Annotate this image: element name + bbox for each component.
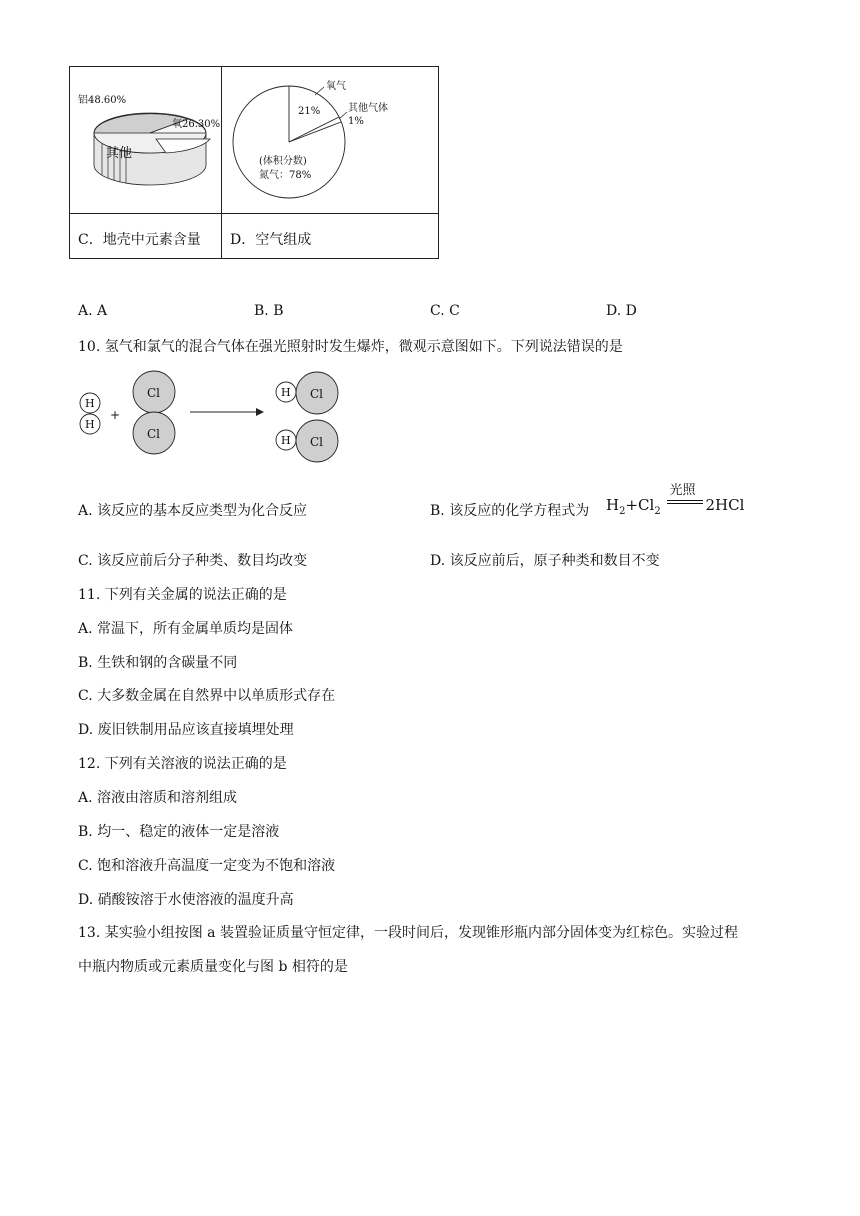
cell-d-label: D．空气组成 [230, 232, 312, 248]
h-atom-label: H [85, 418, 95, 431]
plus-sign: + [110, 408, 121, 422]
h-atom-label: H [281, 386, 291, 399]
q11-option-c: C. 大多数金属在自然界中以单质形式存在 [78, 688, 336, 704]
options-table [69, 66, 439, 259]
eq-line-1 [667, 500, 703, 501]
q12-option-a: A. 溶液由溶质和溶剂组成 [78, 790, 238, 806]
air-other-pct: 1% [348, 116, 364, 127]
air-oxygen-pct: 21% [298, 106, 321, 117]
eq-line-2 [667, 503, 703, 504]
q10-option-c: C. 该反应前后分子种类、数目均改变 [78, 553, 308, 569]
q12-option-d: D. 硝酸铵溶于水使溶液的温度升高 [78, 892, 294, 908]
cl-atom-label: Cl [310, 435, 324, 449]
q10-option-a: A. 该反应的基本反应类型为化合反应 [78, 503, 308, 519]
air-note: (体积分数) [259, 156, 307, 167]
crust-oxygen-label: 氧26.30% [172, 119, 221, 130]
eq-condition: 光照 [669, 483, 696, 498]
eq-h2: H [606, 496, 620, 514]
q9-option-b: B. B [254, 303, 284, 319]
eq-cl2-sub: 2 [654, 506, 661, 517]
q13-stem-line-2: 中瓶内物质或元素质量变化与图 b 相符的是 [78, 959, 348, 975]
reaction-arrow-head [256, 408, 264, 416]
eq-condition-sign [667, 483, 703, 510]
cl-atom-label: Cl [147, 386, 161, 400]
cell-c-label: C．地壳中元素含量 [78, 232, 201, 248]
q10-reaction-diagram [70, 365, 350, 470]
q10-option-b-prefix: B. 该反应的化学方程式为 [430, 503, 590, 519]
q12-option-c: C. 饱和溶液升高温度一定变为不饱和溶液 [78, 858, 336, 874]
q12-stem: 12. 下列有关溶液的说法正确的是 [78, 756, 287, 772]
eq-plus-cl: +Cl [625, 496, 655, 514]
crust-element-pie-chart [70, 67, 221, 213]
q9-option-c: C. C [430, 303, 460, 319]
air-leader-other [339, 112, 347, 119]
q10-stem: 10. 氢气和氯气的混合气体在强光照射时发生爆炸，微观示意图如下。下列说法错误的是 [78, 339, 623, 355]
air-other-label: 其他气体 [348, 103, 388, 114]
air-composition-pie-chart [222, 67, 438, 213]
q12-option-b: B. 均一、稳定的液体一定是溶液 [78, 824, 280, 840]
h-atom-label: H [281, 434, 291, 447]
air-leader-oxygen [315, 87, 324, 95]
q9-option-a: A. A [78, 303, 108, 319]
table-divider-horizontal [70, 213, 438, 214]
q13-stem-line-1: 13. 某实验小组按图 a 装置验证质量守恒定律，一段时间后，发现锥形瓶内部分固体变为红棕色。实验过程 [78, 925, 738, 941]
q10-option-d: D. 该反应前后，原子种类和数目不变 [430, 553, 660, 569]
q11-option-d: D. 废旧铁制用品应该直接填埋处理 [78, 722, 294, 738]
q11-stem: 11. 下列有关金属的说法正确的是 [78, 587, 287, 603]
q11-option-b: B. 生铁和钢的含碳量不同 [78, 655, 238, 671]
crust-aluminum-label: 铝48.60% [78, 95, 127, 106]
eq-h2-sub: 2 [619, 506, 626, 517]
cl-atom-label: Cl [310, 387, 324, 401]
crust-other-label: 其他 [106, 146, 133, 161]
air-nitrogen-label: 氮气：78% [259, 170, 312, 181]
air-oxygen-label: 氧气 [326, 81, 346, 92]
eq-product: 2HCl [705, 496, 745, 514]
h-atom-label: H [85, 397, 95, 410]
q9-option-d: D. D [606, 303, 637, 319]
q11-option-a: A. 常温下，所有金属单质均是固体 [78, 621, 294, 637]
cl-atom-label: Cl [147, 427, 161, 441]
q10-equation [606, 483, 745, 517]
